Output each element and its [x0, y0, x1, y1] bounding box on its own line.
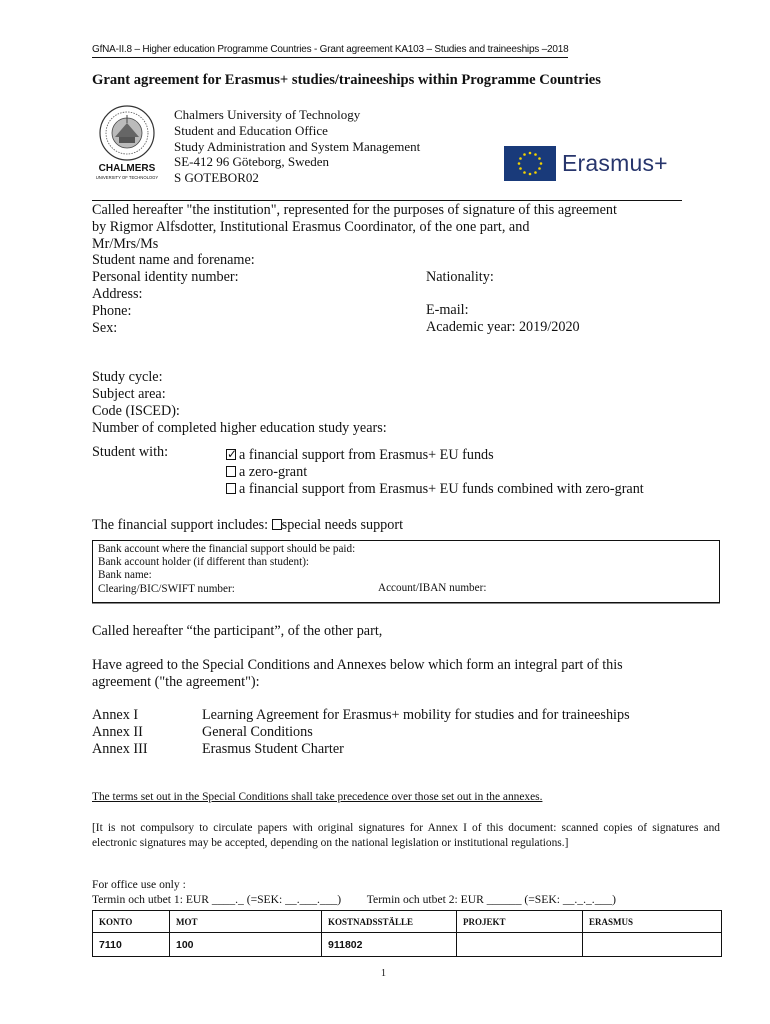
annex-label: Annex I — [92, 707, 139, 723]
salutation: Mr/Mrs/Ms — [92, 235, 159, 252]
annex-text: Erasmus Student Charter — [202, 741, 344, 757]
includes-label: The financial support includes: — [92, 517, 269, 533]
payment-1: Termin och utbet 1: EUR ____._ (=SEK: __.___.___) — [92, 893, 342, 906]
option-label: a zero-grant — [239, 464, 308, 480]
checkbox-combined[interactable] — [226, 483, 236, 494]
table-header-kostnadsstalle: KOSTNADSSTÄLLE — [322, 911, 457, 933]
office-accounting-table — [92, 910, 722, 957]
nationality-label: Nationality: — [426, 269, 494, 285]
agreed-line-2: agreement ("the agreement"): — [92, 674, 260, 690]
terms-precedence-note: The terms set out in the Special Conditions shall take precedence over those set out in the annexes. — [92, 791, 543, 803]
financial-support-includes — [92, 517, 403, 534]
annex-label: Annex III — [92, 741, 148, 757]
address-label: Address: — [92, 285, 143, 302]
table-cell-erasmus[interactable] — [583, 933, 722, 957]
payment-lines — [92, 892, 616, 907]
email-label: E-mail: — [426, 302, 469, 318]
institution-address — [174, 107, 420, 186]
account-holder-label: Bank account holder (if different than student): — [98, 556, 310, 568]
table-cell-mot[interactable]: 100 — [170, 933, 322, 957]
academic-year-label: Academic year: 2019/2020 — [426, 319, 580, 335]
logo-text: CHALMERS — [98, 163, 156, 174]
page-number: 1 — [381, 968, 386, 979]
header-underline — [92, 57, 568, 58]
phone-label: Phone: — [92, 302, 132, 319]
personal-id-label: Personal identity number: — [92, 269, 239, 286]
table-header-mot: MOT — [170, 911, 322, 933]
table-header-erasmus: ERASMUS — [583, 911, 722, 933]
party-block — [92, 202, 617, 336]
checkbox-special-needs[interactable] — [272, 519, 282, 530]
header-divider — [92, 200, 682, 201]
table-cell-projekt[interactable] — [457, 933, 583, 957]
table-header-konto: KONTO — [93, 911, 170, 933]
chalmers-seal-icon — [95, 103, 160, 185]
sex-label: Sex: — [92, 319, 118, 336]
logo-subtext: UNIVERSITY OF TECHNOLOGY — [95, 175, 159, 180]
table-cell-kostnadsstalle[interactable]: 911802 — [322, 933, 457, 957]
eu-flag-icon — [504, 146, 556, 181]
student-with-label: Student with: — [92, 444, 169, 460]
table-header-projekt: PROJEKT — [457, 911, 583, 933]
chalmers-logo — [95, 103, 160, 185]
payment-2: Termin och utbet 2: EUR ______ (=SEK: __._._.___) — [366, 893, 616, 906]
option-zero-grant[interactable] — [226, 464, 307, 481]
bank-name-label: Bank name: — [98, 569, 152, 581]
compulsory-signatures-note: [It is not compulsory to circulate papers with original signatures for Annex I of this document: scanned copies of signatures and electronic signatures may be accepted, depending on the national legislation or institutional regulations.] — [92, 822, 720, 849]
study-cycle-label: Study cycle: — [92, 369, 163, 385]
annex-label: Annex II — [92, 724, 143, 740]
checkbox-financial-support[interactable] — [226, 449, 236, 460]
office-use-label: For office use only : — [92, 878, 186, 891]
agreed-line-1: Have agreed to the Special Conditions and Annexes below which form an integral part of this — [92, 657, 623, 673]
participant-line: Called hereafter “the participant”, of the other part, — [92, 623, 383, 639]
clearing-number-label: Clearing/BIC/SWIFT number: — [98, 583, 235, 595]
institution-line: S GOTEBOR02 — [174, 170, 259, 186]
institution-line: Student and Education Office — [174, 122, 328, 138]
institution-represented-line: Called hereafter "the institution", represented for the purposes of signature of this agreement — [92, 202, 617, 218]
annex-text: General Conditions — [202, 724, 313, 740]
bank-account-label: Bank account where the financial support should be paid: — [98, 543, 356, 555]
coordinator-line: by Rigmor Alfsdotter, Institutional Erasmus Coordinator, of the one part, and — [92, 218, 530, 235]
institution-line: Study Administration and System Management — [174, 138, 421, 154]
student-name-label: Student name and forename: — [92, 252, 255, 269]
erasmus-plus-logo-text: Erasmus+ — [562, 150, 668, 176]
header-reference: GfNA-II.8 – Higher education Programme Countries - Grant agreement KA103 – Studies and traineeships –2018 — [92, 44, 569, 55]
document-title: Grant agreement for Erasmus+ studies/traineeships within Programme Countries — [92, 72, 601, 88]
study-years-label: Number of completed higher education study years: — [92, 420, 387, 436]
subject-area-label: Subject area: — [92, 386, 166, 402]
institution-line: SE-412 96 Göteborg, Sweden — [174, 154, 330, 170]
special-needs-label: special needs support — [281, 517, 404, 533]
option-combined[interactable] — [226, 481, 644, 498]
option-financial-support[interactable] — [226, 447, 494, 464]
isced-code-label: Code (ISCED): — [92, 403, 180, 419]
option-label: a financial support from Erasmus+ EU funds — [239, 447, 494, 463]
checkbox-zero-grant[interactable] — [226, 466, 236, 477]
institution-line: Chalmers University of Technology — [174, 107, 361, 122]
office-use-block — [92, 877, 616, 907]
bank-box-underline — [92, 603, 720, 604]
option-label: a financial support from Erasmus+ EU funds combined with zero-grant — [239, 481, 644, 497]
annex-text: Learning Agreement for Erasmus+ mobility for studies and for traineeships — [202, 707, 630, 723]
iban-label: Account/IBAN number: — [378, 582, 487, 594]
table-cell-konto[interactable]: 7110 — [93, 933, 170, 957]
